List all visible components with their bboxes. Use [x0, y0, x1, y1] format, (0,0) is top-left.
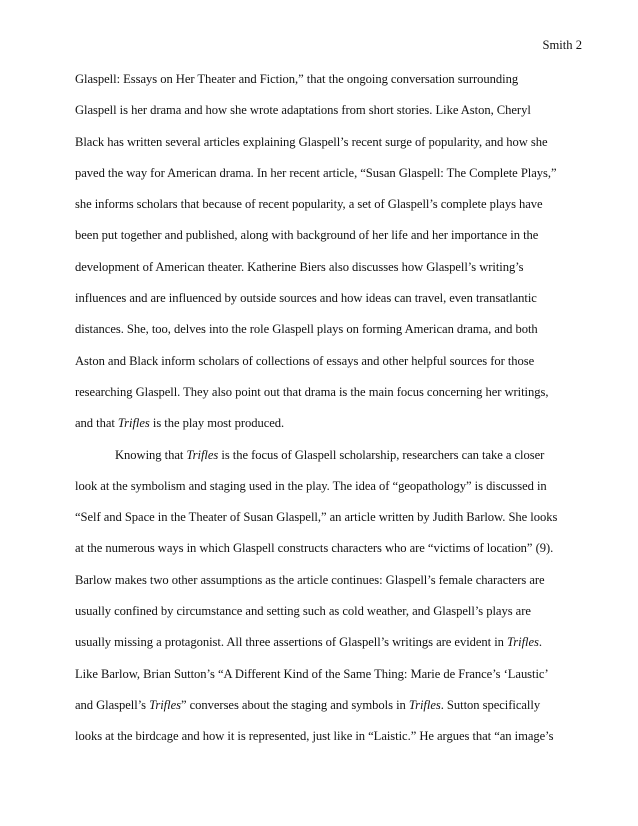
text-run: influences and are influenced by outside sources and how ideas can travel, even transatlantic — [75, 291, 537, 306]
italic-title: Trifles — [186, 447, 219, 462]
text-run: usually missing a protagonist. All three assertions of Glaspell’s writings are evident in — [75, 635, 508, 650]
text-run: at the numerous ways in which Glaspell constructs characters who are “victims of location” (9). — [75, 541, 554, 556]
text-run: Knowing that — [115, 447, 187, 462]
text-line — [75, 258, 575, 289]
text-run: ” converses about the staging and symbols in — [180, 697, 409, 712]
text-run: paved the way for American drama. In her recent article, “Susan Glaspell: The Complete Plays,” — [75, 165, 557, 180]
text-line — [75, 633, 575, 664]
body-text — [75, 70, 575, 759]
text-run: been put together and published, along with background of her life and her importance in the — [75, 228, 539, 243]
text-run: Black has written several articles explaining Glaspell’s recent surge of popularity, and how she — [75, 134, 548, 149]
text-run: looks at the birdcage and how it is represented, just like in “Laistic.” He argues that “an image’s — [75, 729, 554, 744]
paragraph — [75, 446, 575, 759]
text-run: researching Glaspell. They also point out that drama is the main focus concerning her writings, — [75, 384, 549, 399]
text-line — [75, 289, 575, 320]
italic-title: Trifles — [507, 635, 539, 650]
text-run: . Sutton specifically — [440, 697, 541, 712]
text-line — [75, 727, 575, 758]
text-run: Aston and Black inform scholars of collections of essays and other helpful sources for those — [75, 353, 535, 368]
text-line — [75, 602, 575, 633]
text-line — [75, 446, 575, 477]
text-line — [75, 195, 575, 226]
paragraph — [75, 70, 575, 446]
italic-title: Trifles — [149, 697, 181, 712]
text-run: Glaspell: Essays on Her Theater and Fiction,” that the ongoing conversation surrounding — [75, 72, 519, 86]
text-run: distances. She, too, delves into the role Glaspell plays on forming American drama, and both — [75, 322, 538, 337]
text-line — [75, 164, 575, 195]
text-run: and that — [75, 416, 118, 431]
text-run: and Glaspell’s — [75, 697, 150, 712]
text-line — [75, 133, 575, 164]
text-line — [75, 226, 575, 257]
text-line — [75, 508, 575, 539]
text-line — [75, 320, 575, 351]
text-run: Barlow makes two other assumptions as the article continues: Glaspell’s female characters are — [75, 572, 545, 587]
text-run: look at the symbolism and staging used in the play. The idea of “geopathology” is discussed in — [75, 478, 547, 493]
text-line — [75, 101, 575, 132]
text-line — [75, 414, 575, 445]
text-run: Glaspell is her drama and how she wrote adaptations from short stories. Like Aston, Cheryl — [75, 103, 531, 118]
text-line — [75, 539, 575, 570]
running-head: Smith 2 — [542, 38, 582, 52]
text-line — [75, 352, 575, 383]
text-run: “Self and Space in the Theater of Susan Glaspell,” an article written by Judith Barlow. She looks — [75, 510, 558, 525]
text-run: Like Barlow, Brian Sutton’s “A Different Kind of the Same Thing: Marie de France’s ‘Laustic’ — [75, 666, 549, 681]
text-line — [75, 383, 575, 414]
text-run: usually confined by circumstance and setting such as cold weather, and Glaspell’s plays are — [75, 604, 531, 619]
text-line — [75, 665, 575, 696]
text-line — [75, 571, 575, 602]
text-run: development of American theater. Katherine Biers also discusses how Glaspell’s writing’s — [75, 259, 524, 274]
text-run: is the focus of Glaspell scholarship, researchers can take a closer — [218, 447, 545, 462]
text-line — [75, 477, 575, 508]
text-run: . — [538, 635, 542, 650]
text-line — [75, 696, 575, 727]
text-run: is the play most produced. — [149, 416, 285, 431]
italic-title: Trifles — [408, 697, 441, 712]
text-run: she informs scholars that because of recent popularity, a set of Glaspell’s complete plays have — [75, 197, 543, 212]
italic-title: Trifles — [117, 416, 150, 431]
text-line — [75, 70, 575, 101]
